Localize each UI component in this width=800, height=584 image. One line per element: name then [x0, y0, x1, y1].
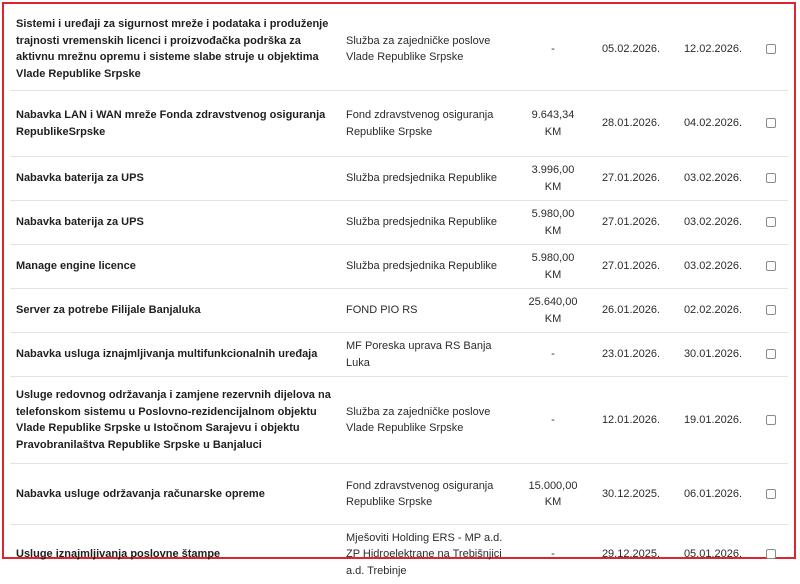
row-checkbox[interactable]	[766, 489, 776, 499]
table-row	[10, 8, 788, 91]
procurement-table	[10, 8, 788, 584]
table-row	[10, 464, 788, 525]
contracting-authority: Fond zdravstvenog osiguranja Republike Srpske	[340, 91, 516, 157]
row-checkbox[interactable]	[766, 261, 776, 271]
estimated-value: 5.980,00 KM	[516, 245, 590, 289]
row-select-cell	[754, 245, 788, 289]
tender-title: Usluge iznajmljivanja poslovne štampe	[10, 525, 340, 584]
estimated-value: -	[516, 333, 590, 377]
tender-title: Nabavka usluga iznajmljivanja multifunkcionalnih uređaja	[10, 333, 340, 377]
published-date: 28.01.2026.	[590, 91, 672, 157]
table-row	[10, 333, 788, 377]
estimated-value: 5.980,00 KM	[516, 201, 590, 245]
contracting-authority: Služba predsjednika Republike	[340, 245, 516, 289]
tender-title: Nabavka baterija za UPS	[10, 201, 340, 245]
deadline-date: 12.02.2026.	[672, 8, 754, 91]
published-date: 27.01.2026.	[590, 245, 672, 289]
contracting-authority: FOND PIO RS	[340, 289, 516, 333]
row-select-cell	[754, 464, 788, 525]
published-date: 23.01.2026.	[590, 333, 672, 377]
estimated-value: -	[516, 525, 590, 584]
contracting-authority: Služba za zajedničke poslove Vlade Republike Srpske	[340, 377, 516, 464]
row-checkbox[interactable]	[766, 118, 776, 128]
row-checkbox[interactable]	[766, 173, 776, 183]
row-checkbox[interactable]	[766, 217, 776, 227]
tender-title: Server za potrebe Filijale Banjaluka	[10, 289, 340, 333]
deadline-date: 19.01.2026.	[672, 377, 754, 464]
contracting-authority: Mješoviti Holding ERS - MP a.d. ZP Hidroelektrane na Trebišnjici a.d. Trebinje	[340, 525, 516, 584]
tender-title: Nabavka baterija za UPS	[10, 157, 340, 201]
tender-title: Manage engine licence	[10, 245, 340, 289]
published-date: 30.12.2025.	[590, 464, 672, 525]
table-row	[10, 91, 788, 157]
procurement-list-panel	[2, 2, 796, 559]
tender-title: Nabavka LAN i WAN mreže Fonda zdravstvenog osiguranja RepublikeSrpske	[10, 91, 340, 157]
row-checkbox[interactable]	[766, 44, 776, 54]
table-row	[10, 377, 788, 464]
row-checkbox[interactable]	[766, 415, 776, 425]
tender-title: Nabavka usluge održavanja računarske opreme	[10, 464, 340, 525]
table-row	[10, 525, 788, 584]
published-date: 27.01.2026.	[590, 157, 672, 201]
table-row	[10, 289, 788, 333]
deadline-date: 03.02.2026.	[672, 157, 754, 201]
deadline-date: 03.02.2026.	[672, 245, 754, 289]
tender-title: Usluge redovnog održavanja i zamjene rezervnih dijelova na telefonskom sistemu u Poslovno-rezidencijalnom objektu Vlade Republike Srpske u Istočnom Sarajevu i objektu Pravobranilaštva Republike Srpske u Banjaluci	[10, 377, 340, 464]
published-date: 05.02.2026.	[590, 8, 672, 91]
published-date: 12.01.2026.	[590, 377, 672, 464]
estimated-value: 3.996,00 KM	[516, 157, 590, 201]
table-row	[10, 157, 788, 201]
row-select-cell	[754, 333, 788, 377]
estimated-value: 9.643,34 KM	[516, 91, 590, 157]
contracting-authority: Fond zdravstvenog osiguranja Republike Srpske	[340, 464, 516, 525]
contracting-authority: Služba predsjednika Republike	[340, 157, 516, 201]
tender-title: Sistemi i uređaji za sigurnost mreže i podataka i produženje trajnosti vremenskih licenci i proizvođačka podrška za aktivnu mrežnu opremu i sisteme slabe struje u objektima Vlade Republike Srpske	[10, 8, 340, 91]
row-select-cell	[754, 91, 788, 157]
row-select-cell	[754, 8, 788, 91]
contracting-authority: Služba predsjednika Republike	[340, 201, 516, 245]
row-checkbox[interactable]	[766, 305, 776, 315]
row-checkbox[interactable]	[766, 349, 776, 359]
row-select-cell	[754, 157, 788, 201]
estimated-value: -	[516, 377, 590, 464]
row-select-cell	[754, 289, 788, 333]
deadline-date: 04.02.2026.	[672, 91, 754, 157]
contracting-authority: Služba za zajedničke poslove Vlade Republike Srpske	[340, 8, 516, 91]
published-date: 29.12.2025.	[590, 525, 672, 584]
table-row	[10, 245, 788, 289]
contracting-authority: MF Poreska uprava RS Banja Luka	[340, 333, 516, 377]
deadline-date: 30.01.2026.	[672, 333, 754, 377]
estimated-value: 15.000,00 KM	[516, 464, 590, 525]
deadline-date: 06.01.2026.	[672, 464, 754, 525]
deadline-date: 05.01.2026.	[672, 525, 754, 584]
published-date: 26.01.2026.	[590, 289, 672, 333]
row-select-cell	[754, 201, 788, 245]
row-select-cell	[754, 525, 788, 584]
estimated-value: -	[516, 8, 590, 91]
deadline-date: 03.02.2026.	[672, 201, 754, 245]
row-checkbox[interactable]	[766, 549, 776, 559]
estimated-value: 25.640,00 KM	[516, 289, 590, 333]
row-select-cell	[754, 377, 788, 464]
table-row	[10, 201, 788, 245]
published-date: 27.01.2026.	[590, 201, 672, 245]
deadline-date: 02.02.2026.	[672, 289, 754, 333]
